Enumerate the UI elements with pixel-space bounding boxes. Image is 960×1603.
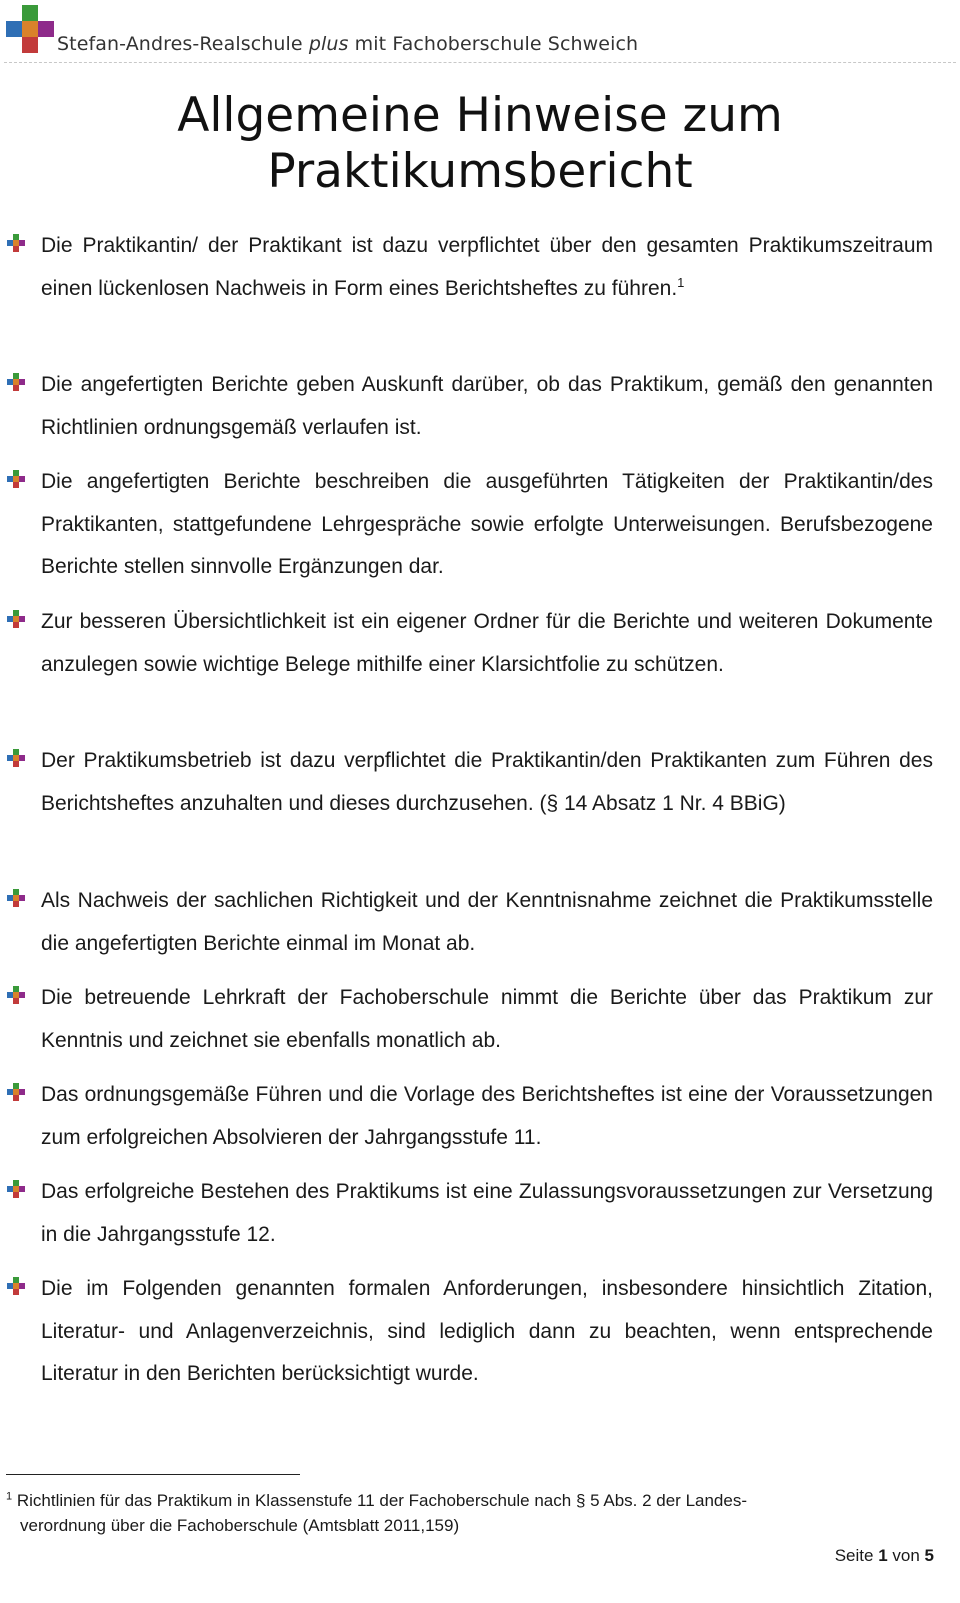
page-title bbox=[0, 88, 960, 200]
page-number: Seite 1 von 5 bbox=[834, 1546, 934, 1565]
footnote-number: 1 bbox=[6, 1490, 13, 1503]
school-logo-icon bbox=[6, 5, 54, 53]
colored-cross-bullet-icon bbox=[6, 609, 26, 629]
footnote-divider bbox=[6, 1474, 300, 1475]
colored-cross-bullet-icon bbox=[6, 1082, 26, 1102]
colored-cross-bullet-icon bbox=[6, 233, 26, 253]
footnote-reference: 1 bbox=[677, 274, 685, 290]
footnote-text-line-1: Richtlinien für das Praktikum in Klassenstufe 11 der Fachoberschule nach § 5 Abs. 2 der Landes- bbox=[16, 1491, 748, 1510]
colored-cross-bullet-icon bbox=[6, 985, 26, 1005]
footnote-text-line-2: verordnung über die Fachoberschule (Amtsblatt 2011,159) bbox=[20, 1516, 460, 1535]
colored-cross-bullet-icon bbox=[6, 1276, 26, 1296]
header-divider bbox=[4, 62, 956, 63]
colored-cross-bullet-icon bbox=[6, 748, 26, 768]
colored-cross-bullet-icon bbox=[6, 888, 26, 908]
colored-cross-bullet-icon bbox=[6, 372, 26, 392]
colored-cross-bullet-icon bbox=[6, 1179, 26, 1199]
title-line-2: Praktikumsbericht bbox=[267, 144, 693, 199]
colored-cross-bullet-icon bbox=[6, 469, 26, 489]
page-header bbox=[0, 0, 960, 64]
title-line-1: Allgemeine Hinweise zum bbox=[177, 88, 783, 143]
footnote bbox=[6, 1488, 906, 1538]
school-name: Stefan-Andres-Realschule plus mit Fachoberschule Schweich bbox=[57, 33, 639, 55]
